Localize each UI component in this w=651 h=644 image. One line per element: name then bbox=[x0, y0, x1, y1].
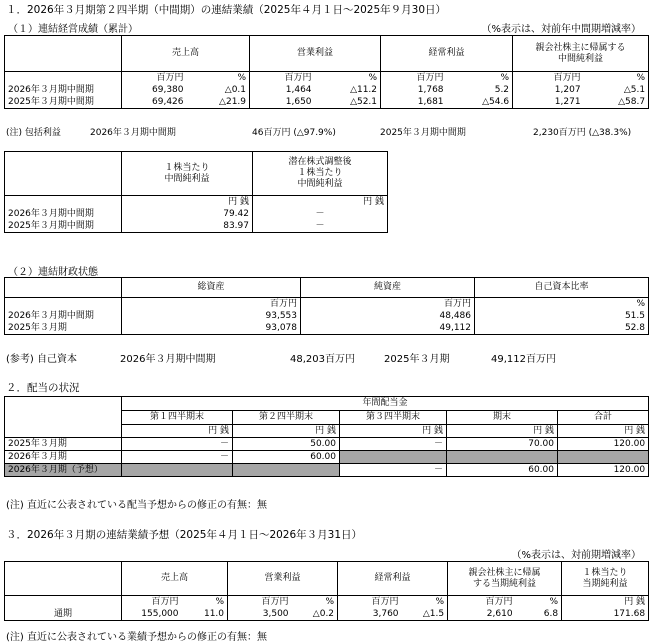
table-cell: 120.00 bbox=[558, 438, 649, 451]
table-cell: 1,464 bbox=[250, 84, 315, 96]
table-cell: 1,207 bbox=[513, 84, 584, 96]
header-total: 合計 bbox=[558, 411, 649, 425]
table-cell: 11.0 bbox=[182, 608, 228, 621]
shaded-cell bbox=[558, 451, 649, 464]
unit-million-yen: 百万円 bbox=[513, 72, 584, 85]
table-cell: 1,271 bbox=[513, 96, 584, 109]
header-q1-end: 第１四半期末 bbox=[122, 411, 233, 425]
table-cell: 155,000 bbox=[122, 608, 182, 621]
row-label: 2025年３月期 bbox=[5, 438, 122, 451]
header-blank bbox=[5, 36, 122, 72]
unit-yen: 円 銭 bbox=[340, 425, 447, 438]
header-eps: １株当たり 当期純利益 bbox=[562, 562, 649, 596]
unit-million-yen: 百万円 bbox=[250, 72, 315, 85]
unit-million-yen: 百万円 bbox=[301, 298, 475, 311]
table-cell: △1.5 bbox=[402, 608, 448, 621]
header-equity-ratio: 自己資本比率 bbox=[475, 278, 649, 298]
unit-million-yen: 百万円 bbox=[381, 72, 447, 85]
table-cell: △21.9 bbox=[187, 96, 250, 109]
table-cell: 60.00 bbox=[447, 464, 558, 477]
unit-percent: % bbox=[182, 596, 228, 609]
section2-title: ２．配当の状況 bbox=[6, 382, 80, 394]
comprehensive-income-note: (注) 包括利益 bbox=[6, 128, 61, 138]
subsection-operating-results-title: （１）連結経営成績（累計） bbox=[8, 24, 138, 35]
header-sales: 売上高 bbox=[122, 36, 250, 72]
unit-percent: % bbox=[402, 596, 448, 609]
unit-percent: % bbox=[475, 298, 649, 311]
table-cell: 3,500 bbox=[228, 608, 292, 621]
unit-yen: 円 銭 bbox=[562, 596, 649, 609]
table-cell: 49,112 bbox=[301, 322, 475, 335]
table-cell: △52.1 bbox=[315, 96, 381, 109]
table-cell: △0.2 bbox=[292, 608, 338, 621]
table-cell: 1,650 bbox=[250, 96, 315, 109]
note-period: 2025年３月期中間期 bbox=[380, 128, 466, 138]
forecast-percent-note: （%表示は、対前期増減率） bbox=[511, 550, 641, 561]
note-value: 46百万円 (△97.9%) bbox=[252, 128, 336, 138]
section3-title: ３．2026年３月期の連結業績予想（2025年４月１日～2026年３月31日） bbox=[6, 529, 363, 541]
table-row bbox=[5, 96, 649, 109]
note-value: 2,230百万円 (△38.3%) bbox=[533, 128, 632, 138]
row-label: 2026年３月期 bbox=[5, 451, 122, 464]
table-cell: 120.00 bbox=[558, 464, 649, 477]
row-label: 2026年３月期（予想） bbox=[5, 464, 122, 477]
table-cell: △58.7 bbox=[584, 96, 649, 109]
table-cell: △54.6 bbox=[447, 96, 513, 109]
table-cell: － bbox=[253, 220, 388, 233]
shaded-cell bbox=[233, 464, 340, 477]
unit-percent: % bbox=[584, 72, 649, 85]
reference-value: 48,203百万円 bbox=[290, 354, 355, 365]
table-cell: 1,768 bbox=[381, 84, 447, 96]
percent-note: （%表示は、対前年中間期増減率） bbox=[481, 24, 641, 35]
header-net-income-parent: 親会社株主に帰属する 中間純利益 bbox=[513, 36, 649, 72]
table-row bbox=[5, 310, 649, 322]
header-operating-income: 営業利益 bbox=[228, 562, 338, 596]
header-q2-end: 第２四半期末 bbox=[233, 411, 340, 425]
table-row bbox=[5, 220, 388, 233]
table-cell: 6.8 bbox=[516, 608, 562, 621]
section1-title: １．2026年３月期第２四半期（中間期）の連結業績（2025年４月１日～2025年９月30日） bbox=[6, 4, 447, 16]
table-cell: － bbox=[253, 208, 388, 220]
unit-percent: % bbox=[447, 72, 513, 85]
header-total-assets: 総資産 bbox=[122, 278, 301, 298]
reference-value: 49,112百万円 bbox=[491, 354, 556, 365]
unit-percent: % bbox=[516, 596, 562, 609]
header-ordinary-income: 経常利益 bbox=[381, 36, 513, 72]
dividend-revision-note: (注) 直近に公表されている配当予想からの修正の有無：無 bbox=[6, 500, 267, 511]
unit-million-yen: 百万円 bbox=[228, 596, 292, 609]
shaded-cell bbox=[447, 451, 558, 464]
table-cell: 52.8 bbox=[475, 322, 649, 335]
header-sales: 売上高 bbox=[122, 562, 228, 596]
table-cell: 50.00 bbox=[233, 438, 340, 451]
unit-yen: 円 銭 bbox=[233, 425, 340, 438]
table-row bbox=[5, 322, 649, 335]
unit-yen: 円 銭 bbox=[447, 425, 558, 438]
unit-million-yen: 百万円 bbox=[448, 596, 516, 609]
row-label: 2026年３月期中間期 bbox=[5, 208, 122, 220]
financial-position-table bbox=[4, 277, 649, 335]
unit-yen: 円 銭 bbox=[558, 425, 649, 438]
forecast-revision-note: (注) 直近に公表されている業績予想からの修正の有無：無 bbox=[6, 632, 267, 643]
row-label: 通期 bbox=[5, 608, 122, 621]
header-eps: １株当たり 中間純利益 bbox=[122, 152, 253, 196]
header-net-income-parent: 親会社株主に帰属 する当期純利益 bbox=[448, 562, 562, 596]
table-cell: 93,078 bbox=[122, 322, 301, 335]
table-row bbox=[5, 451, 649, 464]
header-diluted-eps: 潜在株式調整後 １株当たり 中間純利益 bbox=[253, 152, 388, 196]
table-cell: 3,760 bbox=[338, 608, 402, 621]
table-cell: 79.42 bbox=[122, 208, 253, 220]
table-row bbox=[5, 84, 649, 96]
shaded-cell bbox=[340, 451, 447, 464]
table-cell: 2,610 bbox=[448, 608, 516, 621]
unit-percent: % bbox=[187, 72, 250, 85]
table-cell: － bbox=[340, 464, 447, 477]
unit-million-yen: 百万円 bbox=[122, 596, 182, 609]
unit-yen: 円 銭 bbox=[122, 196, 253, 209]
table-cell: △0.1 bbox=[187, 84, 250, 96]
unit-yen: 円 銭 bbox=[122, 425, 233, 438]
header-ordinary-income: 経常利益 bbox=[338, 562, 448, 596]
unit-percent: % bbox=[315, 72, 381, 85]
unit-million-yen: 百万円 bbox=[338, 596, 402, 609]
operating-results-table bbox=[4, 35, 649, 109]
table-cell: － bbox=[122, 438, 233, 451]
reference-period: 2026年３月期中間期 bbox=[120, 354, 216, 365]
subsection-financial-position-title: （２）連結財政状態 bbox=[8, 267, 98, 278]
table-row bbox=[5, 438, 649, 451]
equity-reference-label: (参考) 自己資本 bbox=[6, 354, 77, 365]
row-label: 2026年３月期中間期 bbox=[5, 84, 122, 96]
table-row bbox=[5, 208, 388, 220]
row-label: 2025年３月期 bbox=[5, 322, 122, 335]
unit-percent: % bbox=[292, 596, 338, 609]
table-cell: 51.5 bbox=[475, 310, 649, 322]
reference-period: 2025年３月期 bbox=[384, 354, 450, 365]
table-cell: 1,681 bbox=[381, 96, 447, 109]
table-cell: － bbox=[340, 438, 447, 451]
table-cell: △5.1 bbox=[584, 84, 649, 96]
shaded-cell bbox=[122, 464, 233, 477]
header-annual-dividend: 年間配当金 bbox=[122, 397, 649, 411]
table-cell: 70.00 bbox=[447, 438, 558, 451]
table-cell: 5.2 bbox=[447, 84, 513, 96]
header-operating-income: 営業利益 bbox=[250, 36, 381, 72]
table-cell: 60.00 bbox=[233, 451, 340, 464]
table-cell: 69,426 bbox=[122, 96, 187, 109]
header-q3-end: 第３四半期末 bbox=[340, 411, 447, 425]
table-cell: △11.2 bbox=[315, 84, 381, 96]
table-row bbox=[5, 608, 649, 621]
table-cell: 93,553 bbox=[122, 310, 301, 322]
table-cell: 171.68 bbox=[562, 608, 649, 621]
table-cell: 83.97 bbox=[122, 220, 253, 233]
eps-table bbox=[4, 151, 388, 233]
table-cell: 69,380 bbox=[122, 84, 187, 96]
row-label: 2025年３月期中間期 bbox=[5, 220, 122, 233]
header-year-end: 期末 bbox=[447, 411, 558, 425]
unit-yen: 円 銭 bbox=[253, 196, 388, 209]
unit-million-yen: 百万円 bbox=[122, 298, 301, 311]
dividend-table bbox=[4, 396, 649, 477]
unit-million-yen: 百万円 bbox=[122, 72, 187, 85]
row-label: 2025年３月期中間期 bbox=[5, 96, 122, 109]
forecast-table bbox=[4, 561, 649, 621]
table-row bbox=[5, 464, 649, 477]
header-net-assets: 純資産 bbox=[301, 278, 475, 298]
table-cell: 48,486 bbox=[301, 310, 475, 322]
table-cell: － bbox=[122, 451, 233, 464]
row-label: 2026年３月期中間期 bbox=[5, 310, 122, 322]
note-period: 2026年３月期中間期 bbox=[90, 128, 176, 138]
